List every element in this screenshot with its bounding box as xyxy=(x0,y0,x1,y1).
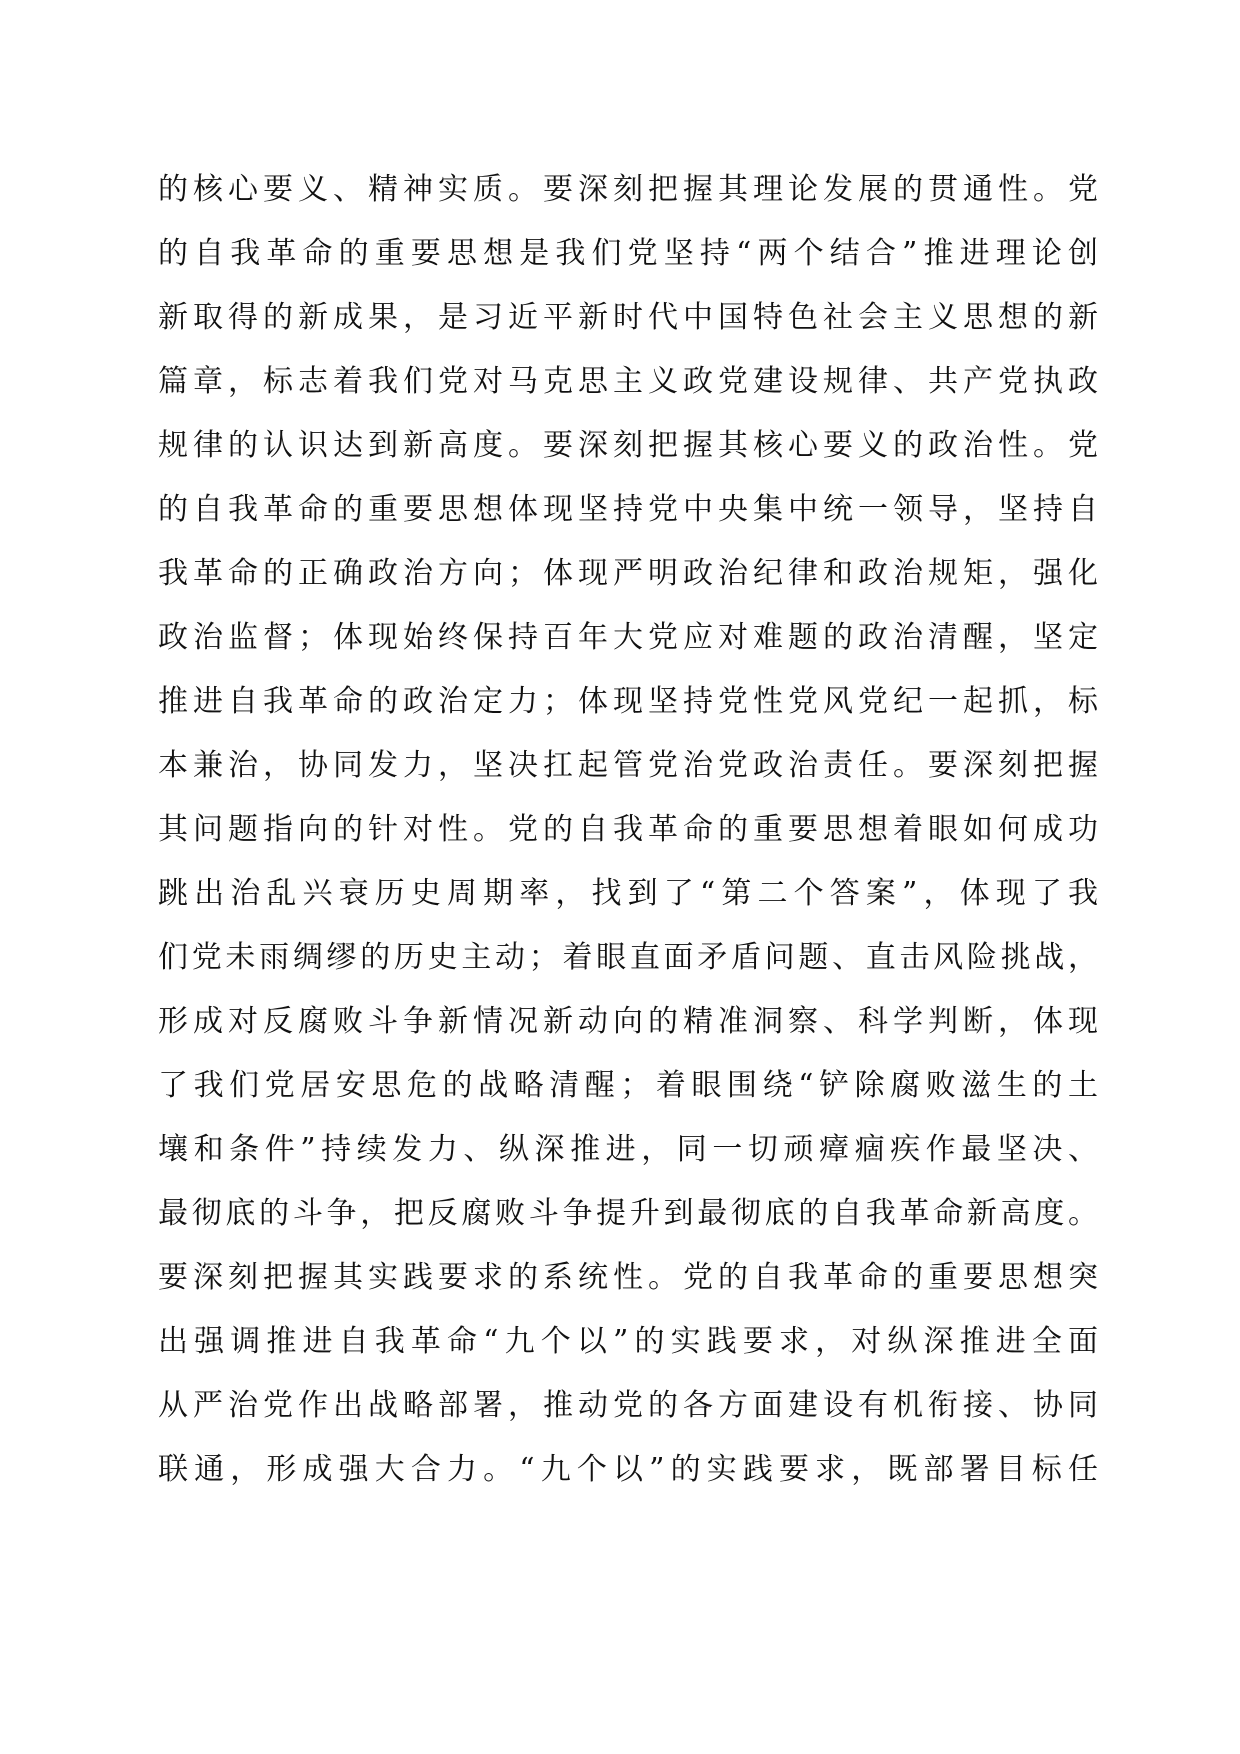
text-line: 其问题指向的针对性。党的自我革命的重要思想着眼如何成功 xyxy=(158,812,1098,847)
text-line: 篇章，标志着我们党对马克思主义政党建设规律、共产党执政 xyxy=(158,364,1098,399)
text-line: 的自我革命的重要思想体现坚持党中央集中统一领导，坚持自 xyxy=(158,492,1098,527)
text-line: 我革命的正确政治方向；体现严明政治纪律和政治规矩，强化 xyxy=(158,556,1098,591)
text-line: 新取得的新成果，是习近平新时代中国特色社会主义思想的新 xyxy=(158,300,1098,335)
text-line: 本兼治，协同发力，坚决扛起管党治党政治责任。要深刻把握 xyxy=(158,748,1098,783)
text-line: 联通，形成强大合力。“九个以”的实践要求，既部署目标任 xyxy=(158,1452,1098,1487)
text-line: 从严治党作出战略部署，推动党的各方面建设有机衔接、协同 xyxy=(158,1388,1098,1423)
text-line: 推进自我革命的政治定力；体现坚持党性党风党纪一起抓，标 xyxy=(158,684,1098,719)
text-line: 要深刻把握其实践要求的系统性。党的自我革命的重要思想突 xyxy=(158,1260,1098,1295)
text-line: 的自我革命的重要思想是我们党坚持“两个结合”推进理论创 xyxy=(158,236,1098,271)
text-line: 最彻底的斗争，把反腐败斗争提升到最彻底的自我革命新高度。 xyxy=(158,1196,1098,1231)
text-line: 政治监督；体现始终保持百年大党应对难题的政治清醒，坚定 xyxy=(158,620,1098,655)
text-line: 们党未雨绸缪的历史主动；着眼直面矛盾问题、直击风险挑战， xyxy=(158,940,1098,975)
text-line: 的核心要义、精神实质。要深刻把握其理论发展的贯通性。党 xyxy=(158,172,1098,207)
text-line: 壤和条件”持续发力、纵深推进，同一切顽瘴痼疾作最坚决、 xyxy=(158,1132,1098,1167)
text-line: 形成对反腐败斗争新情况新动向的精准洞察、科学判断，体现 xyxy=(158,1004,1098,1039)
body-text xyxy=(158,158,1098,1502)
text-line: 了我们党居安思危的战略清醒；着眼围绕“铲除腐败滋生的土 xyxy=(158,1068,1098,1103)
text-line: 规律的认识达到新高度。要深刻把握其核心要义的政治性。党 xyxy=(158,428,1098,463)
text-line: 跳出治乱兴衰历史周期率，找到了“第二个答案”，体现了我 xyxy=(158,876,1098,911)
text-line: 出强调推进自我革命“九个以”的实践要求，对纵深推进全面 xyxy=(158,1324,1098,1359)
